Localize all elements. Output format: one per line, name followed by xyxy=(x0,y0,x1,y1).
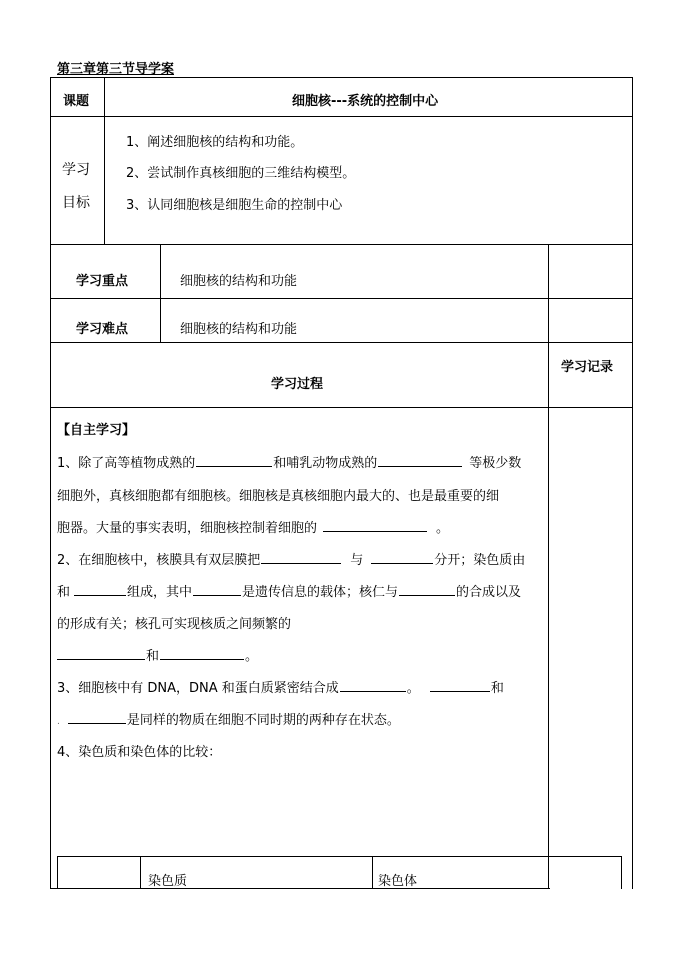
doc-title: 第三章第三节导学案 xyxy=(57,62,175,77)
question-1-line-1: 1、除了高等植物成熟的 和哺乳动物成熟的 等极少数 xyxy=(57,456,522,471)
question-1-line-3: 胞器。大量的事实表明，细胞核控制着细胞的 。 xyxy=(57,521,450,536)
compare-col-chromosome: 染色体 xyxy=(378,874,418,889)
question-3-line-1: 3、细胞核中有 DNA，DNA 和蛋白质紧密结合成 。 和 xyxy=(57,681,504,696)
topic-label: 课题 xyxy=(63,94,90,109)
question-4: 4、染色质和染色体的比较： xyxy=(57,745,222,760)
question-1-line-2: 细胞外，真核细胞都有细胞核。细胞核是真核细胞内最大的、也是最重要的细 xyxy=(57,489,500,504)
key-point-value: 细胞核的结构和功能 xyxy=(180,274,298,289)
goal-item-2: 2、尝试制作真核细胞的三维结构模型。 xyxy=(126,166,356,181)
difficulty-label: 学习难点 xyxy=(76,322,129,337)
goal-item-1: 1、阐述细胞核的结构和功能。 xyxy=(126,135,304,150)
question-3-line-2: . 是同样的物质在细胞不同时期的两种存在状态。 xyxy=(57,713,400,728)
key-point-label: 学习重点 xyxy=(76,274,129,289)
question-2-line-4: 和 。 xyxy=(57,645,258,664)
compare-col-chromatin: 染色质 xyxy=(148,874,188,889)
goals-label-2: 目标 xyxy=(62,195,90,211)
topic-value: 细胞核---系统的控制中心 xyxy=(292,94,439,109)
goals-label-1: 学习 xyxy=(62,162,90,178)
question-2-line-3: 的形成有关；核孔可实现核质之间频繁的 xyxy=(57,617,292,632)
self-study-heading: 【自主学习】 xyxy=(57,423,136,438)
question-2-line-1: 2、在细胞核中，核膜具有双层膜把 与 分开；染色质由 xyxy=(57,553,526,568)
goal-item-3: 3、认同细胞核是细胞生命的控制中心 xyxy=(126,198,343,213)
process-label: 学习过程 xyxy=(271,377,324,392)
difficulty-value: 细胞核的结构和功能 xyxy=(180,322,298,337)
question-2-line-2: 和 组成，其中 是遗传信息的载体；核仁与 的合成以及 xyxy=(57,585,522,600)
record-label: 学习记录 xyxy=(561,360,614,375)
